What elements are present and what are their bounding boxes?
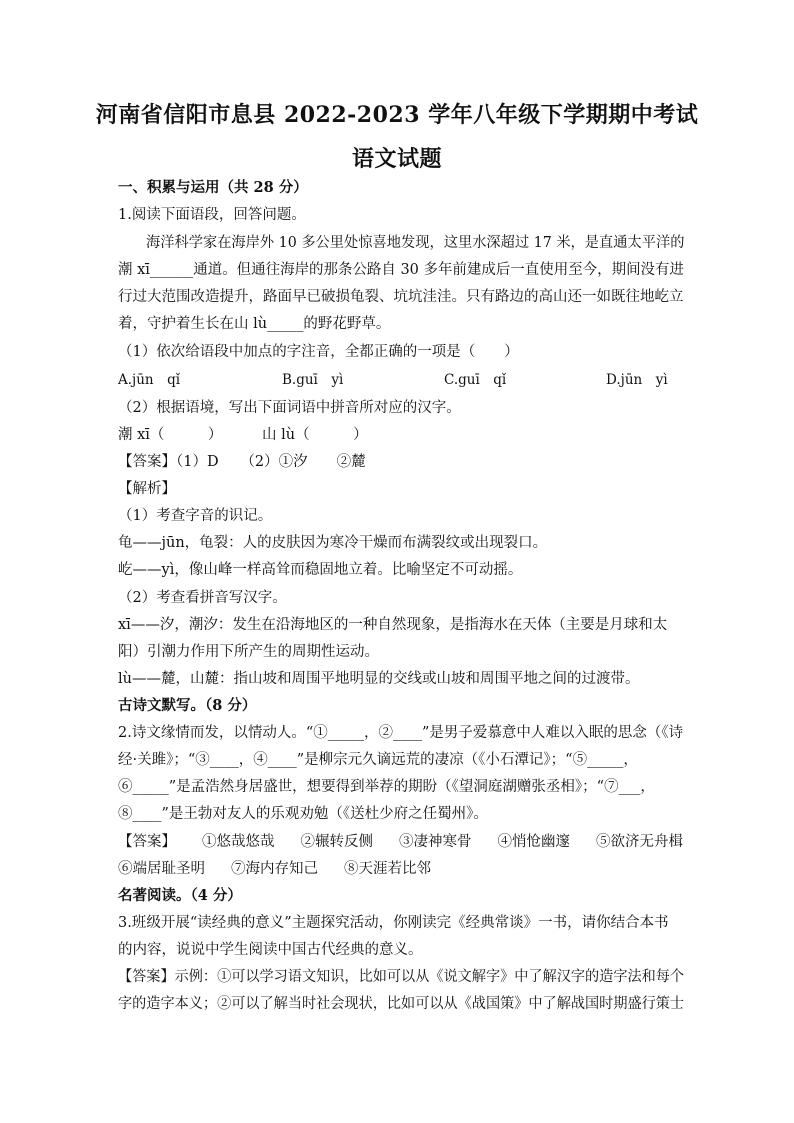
q1-passage-line: 行过大范围改造提升，路面早已破损龟裂、坑坑洼洼。只有路边的高山还一如既往地屹立: [118, 289, 684, 305]
q2-line: ⑧____”是王勃对友人的乐观劝勉（《送杜少府之任蜀州》。: [118, 806, 488, 822]
q2-answers-row: [118, 832, 683, 852]
analysis-line: （2）考查看拼音写汉字。: [118, 590, 287, 606]
fill-blank-a: 潮 xī（ ）: [118, 427, 223, 443]
option-a: A.jūn qǐ: [118, 372, 181, 388]
q1-passage-line: 潮 xī______通道。但通往海岸的那条公路自 30 多年前建成后一直使用至今，期间没有进: [118, 262, 684, 278]
section3-heading: 名著阅读。（4 分）: [118, 887, 242, 904]
q2-line: 2.诗文缘情而发，以情动人。“①_____，②____”是男子爱慕意中人难以入眠的思念（《诗: [118, 725, 684, 741]
answer-item: ②辗转反侧: [300, 834, 373, 850]
q3-line: 3.班级开展“读经典的意义”主题探究活动，你刚读完《经典常谈》一书，请你结合本书: [118, 915, 669, 931]
analysis-line: xī——汐，潮汐：发生在沿海地区的一种自然现象，是指海水在天体（主要是月球和太: [118, 617, 668, 633]
q1-passage-line: 着，守护着生长在山 lù_____的野花野草。: [118, 316, 391, 332]
analysis-line: 龟——jūn，龟裂：人的皮肤因为寒冷干燥而布满裂纹或出现裂口。: [118, 535, 548, 551]
q3-answer-line: 字的造字本义；②可以了解当时社会现状，比如可以从《战国策》中了解战国时期盛行策士: [118, 996, 685, 1012]
answer-item: ①悠哉悠哉: [202, 834, 275, 850]
q2-line: 经·关雎》；“③____，④____”是柳宗元久谪远荒的凄凉（《小石潭记》；“⑤_____，: [118, 752, 638, 768]
analysis-line: （1）考查字音的识记。: [118, 508, 273, 524]
answer-item: ⑧天涯若比邻: [344, 861, 431, 877]
answer-text: 示例：①可以学习语文知识，比如可以从《说文解字》中了解汉字的造字法和每个: [174, 969, 685, 985]
answer-item: ⑦海内存知己: [231, 861, 318, 877]
q1-passage-line: 海洋科学家在海岸外 10 多公里处惊喜地发现，这里水深超过 17 米，是直通太平洋的: [146, 235, 685, 251]
section2-heading: 古诗文默写。（8 分）: [118, 697, 257, 714]
q1-answer: [118, 452, 366, 472]
q3-answer-line: [118, 967, 684, 987]
answer-text: （1）D （2）①汐 ②麓: [176, 454, 366, 470]
q2-line: ⑥_____”是孟浩然身居盛世，想要得到举荐的期盼（《望洞庭湖赠张丞相》；“⑦___，: [118, 779, 655, 795]
analysis-line: lù——麓，山麓：指山坡和周围平地明显的交线或山坡和周围平地之间的过渡带。: [118, 671, 640, 687]
q1-sub1: （1）依次给语段中加点的字注音，全都正确的一项是（ ）: [118, 344, 519, 360]
answer-label: 【答案】: [118, 834, 176, 850]
answer-item: ③凄神寒骨: [399, 834, 472, 850]
option-d: D.jūn yì: [606, 372, 668, 388]
answer-item: ⑥端居耻圣明: [118, 861, 205, 877]
q1-prompt: 1.阅读下面语段，回答问题。: [118, 207, 306, 223]
answer-label: 【答案】: [118, 969, 175, 985]
q1-sub2: （2）根据语境，写出下面词语中拼音所对应的汉字。: [118, 400, 461, 416]
document-title: 河南省信阳市息县 2022-2023 学年八年级下学期期中考试: [95, 102, 699, 128]
analysis-line: 屹——yì，像山峰一样高耸而稳固地立着。比喻坚定不可动摇。: [118, 562, 523, 578]
document-subtitle: 语文试题: [351, 146, 442, 172]
q2-answers-row: [118, 859, 431, 879]
q3-line: 的内容，说说中学生阅读中国古代经典的意义。: [118, 942, 423, 958]
option-c: C.guī qǐ: [444, 372, 507, 388]
analysis-line: 阳）引潮力作用下所产生的周期性运动。: [118, 644, 379, 660]
answer-label: 【答案】: [118, 454, 176, 470]
analysis-label: 【解析】: [118, 481, 176, 497]
answer-item: ⑤欲济无舟楫: [596, 834, 683, 850]
option-b: B.guī yì: [282, 372, 344, 388]
answer-item: ④悄怆幽邃: [497, 834, 570, 850]
section1-heading: 一、积累与运用（共 28 分）: [118, 179, 308, 196]
fill-blank-b: 山 lù（ ）: [262, 427, 368, 443]
